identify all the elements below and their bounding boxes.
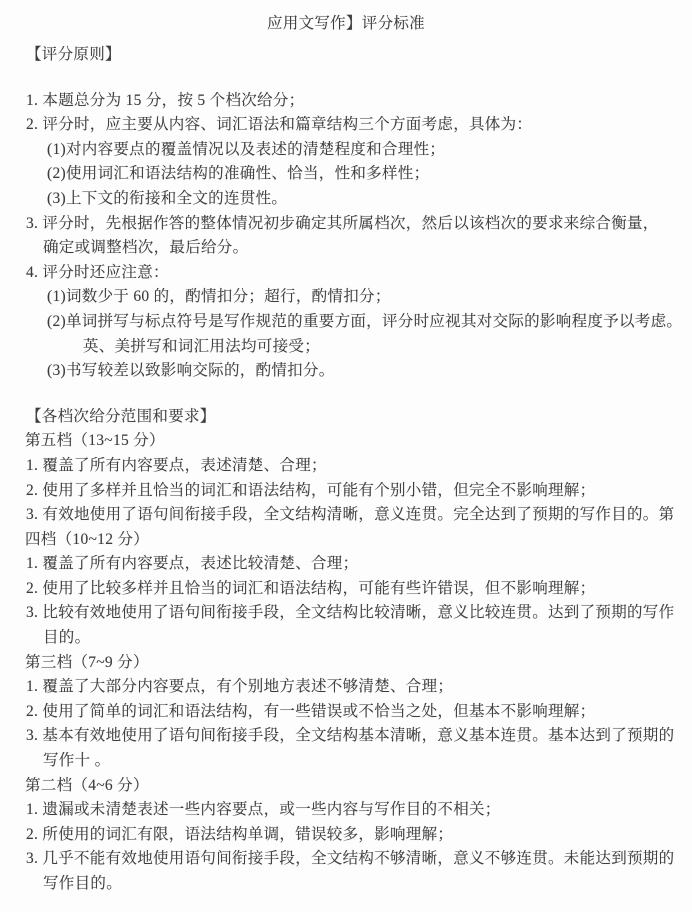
rubric-line: 3. 基本有效地使用了语句间衔接手段，全文结构基本清晰，意义基本连贯。基本达到了预期的 bbox=[26, 727, 675, 745]
rubric-line: (1)对内容要点的覆盖情况以及表述的清楚程度和合理性； bbox=[47, 140, 446, 158]
rubric-line: 写作十 。 bbox=[43, 752, 111, 770]
rubric-line: 第二档（4~6 分） bbox=[25, 776, 149, 794]
rubric-line: 第三档（7~9 分） bbox=[25, 653, 149, 671]
rubric-line: 写作目的。 bbox=[43, 875, 123, 892]
rubric-line: 目的。 bbox=[43, 629, 91, 647]
rubric-line: 确定或调整档次，最后给分。 bbox=[43, 239, 249, 257]
rubric-line: 第五档（13~15 分） bbox=[25, 432, 165, 450]
rubric-line: 1. 本题总分为 15 分，按 5 个档次给分； bbox=[26, 91, 305, 109]
rubric-section bbox=[0, 43, 692, 384]
rubric-line: 3. 评分时，先根据作答的整体情况初步确定其所属档次，然后以该档次的要求来综合衡量， bbox=[26, 214, 659, 232]
rubric-line: 2. 所使用的词汇有限，语法结构单调，错误较多，影响理解； bbox=[26, 825, 454, 843]
rubric-line: 3. 比较有效地使用了语句间衔接手段，全文结构比较清晰，意义比较连贯。达到了预期的写作 bbox=[26, 604, 675, 622]
rubric-line: 2. 评分时，应主要从内容、词汇语法和篇章结构三个方面考虑，具体为： bbox=[26, 116, 533, 134]
rubric-line: (1)词数少于 60 的，酌情扣分；超行，酌情扣分； bbox=[47, 288, 391, 306]
rubric-line: 2. 使用了比较多样并且恰当的词汇和语法结构，可能有些许错误，但不影响理解； bbox=[26, 579, 596, 597]
rubric-line: 英、美拼写和词汇用法均可接受； bbox=[83, 337, 321, 355]
rubric-line: 1. 覆盖了所有内容要点，表述比较清楚、合理； bbox=[26, 555, 359, 573]
document-body bbox=[0, 35, 692, 897]
rubric-line: 四档（10~12 分） bbox=[25, 530, 150, 548]
rubric-line: (2)单词拼写与标点符号是写作规范的重要方面，评分时应视其对交际的影响程度予以考虑。 bbox=[47, 312, 683, 330]
rubric-line: 4. 评分时还应注意： bbox=[26, 263, 169, 281]
rubric-line: (2)使用词汇和语法结构的准确性、恰当，性和多样性； bbox=[47, 165, 430, 183]
rubric-line: (3)上下文的衔接和全文的连贯性。 bbox=[47, 189, 288, 207]
page-title: 应用文写作】评分标准 bbox=[266, 15, 425, 32]
section-heading: 【评分原则】 bbox=[26, 46, 121, 63]
rubric-line: 2. 使用了多样并且恰当的词汇和语法结构，可能有个别小错，但完全不影响理解； bbox=[26, 481, 596, 499]
rubric-line: 1. 遗漏或未清楚表述一些内容要点，或一些内容与写作目的不相关； bbox=[26, 801, 501, 819]
rubric-line: 2. 使用了简单的词汇和语法结构，有一些错误或不恰当之处，但基本不影响理解； bbox=[26, 702, 596, 720]
rubric-line: 1. 覆盖了大部分内容要点，有个别地方表述不够清楚、合理； bbox=[26, 678, 454, 696]
rubric-line: (3)书写较差以致影响交际的，酌情扣分。 bbox=[47, 362, 335, 380]
rubric-line: 1. 覆盖了所有内容要点，表述清楚、合理； bbox=[26, 456, 327, 474]
rubric-line: 3. 几乎不能有效地使用语句间衔接手段，全文结构不够清晰，意义不够连贯。未能达到预期的 bbox=[26, 850, 675, 868]
rubric-section bbox=[0, 405, 692, 897]
rubric-line: 3. 有效地使用了语句间衔接手段，全文结构清晰，意义连贯。完全达到了预期的写作目的。第 bbox=[26, 506, 675, 524]
section-heading: 【各档次给分范围和要求】 bbox=[26, 407, 216, 425]
